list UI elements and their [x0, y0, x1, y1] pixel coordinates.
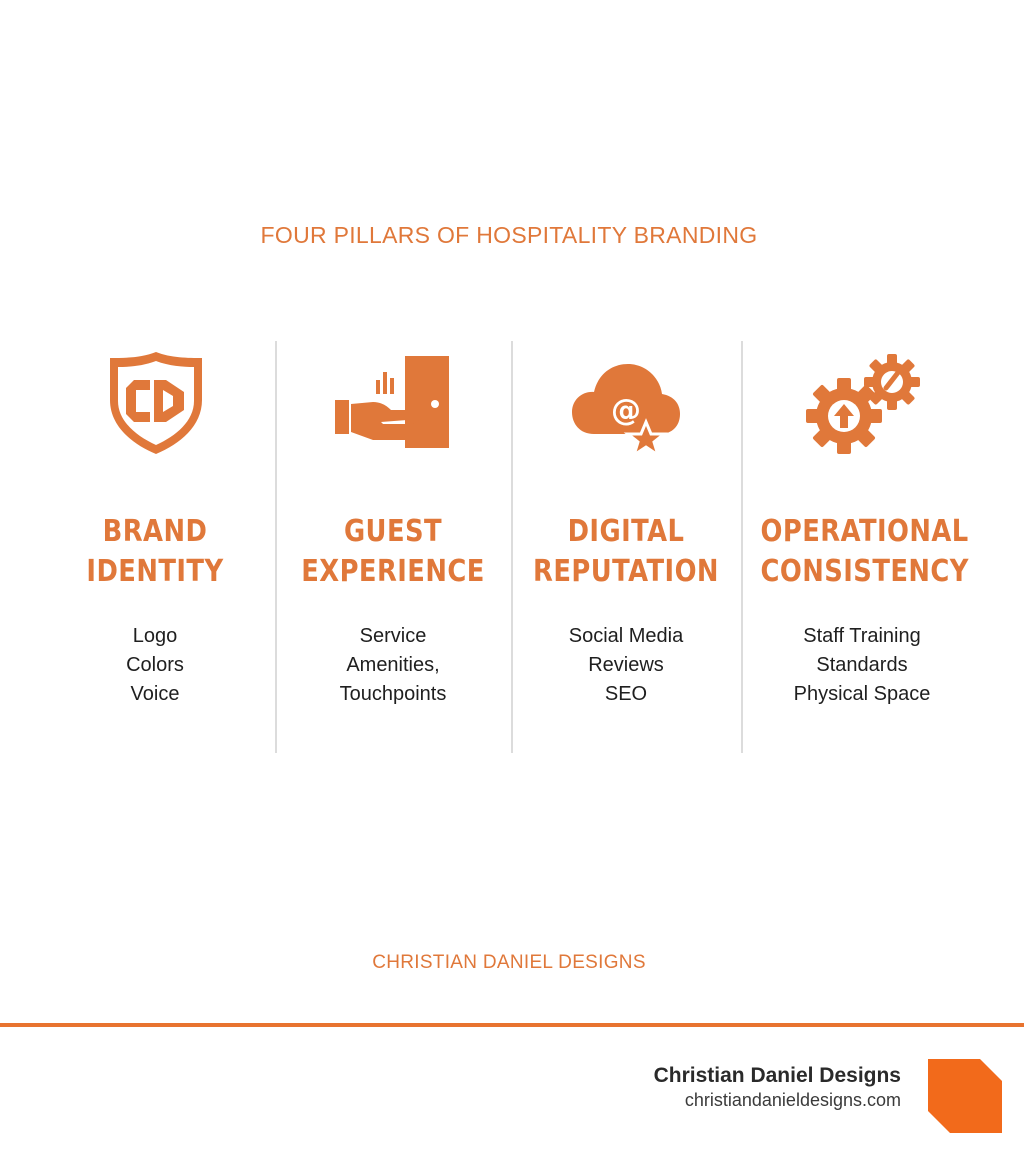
pillar-item: Physical Space [793, 683, 931, 705]
pillar-heading: GUEST [343, 514, 443, 549]
footer-brand: CHRISTIAN DANIEL DESIGNS [372, 952, 646, 973]
svg-text:@: @ [611, 393, 641, 428]
signature-name: Christian Daniel Designs [653, 1064, 901, 1087]
pillar-item: Social Media [568, 625, 684, 647]
pillar-item: Logo [132, 625, 178, 647]
pillar-heading: OPERATIONAL [760, 514, 969, 549]
column-divider [741, 341, 743, 753]
cloud-at-star-icon [570, 348, 682, 458]
pillar-heading: EXPERIENCE [301, 554, 485, 589]
gears-icon [802, 348, 922, 458]
pillar-item: Service [359, 625, 427, 647]
footer-rule [0, 1023, 1024, 1027]
pillar-item: SEO [604, 683, 648, 705]
shield-monogram-icon [106, 348, 206, 458]
signature-url[interactable]: christiandanieldesigns.com [684, 1090, 901, 1110]
pillar-item: Reviews [588, 654, 664, 676]
column-divider [511, 341, 513, 753]
pillar-heading: BRAND [102, 514, 208, 549]
pillar-item: Voice [130, 683, 180, 705]
pillar-item: Touchpoints [339, 683, 447, 705]
pillar-heading: CONSISTENCY [760, 554, 969, 589]
pillar-heading: IDENTITY [86, 554, 224, 589]
pillar-item: Colors [126, 654, 184, 676]
pillar-heading: DIGITAL [567, 514, 685, 549]
hand-door-service-icon [333, 348, 453, 448]
pillar-heading: REPUTATION [533, 554, 719, 589]
column-divider [275, 341, 277, 753]
pillar-item: Standards [816, 654, 908, 676]
pillar-item: Staff Training [803, 625, 921, 647]
pillar-item: Amenities, [346, 654, 440, 676]
brand-logo [928, 1059, 1002, 1133]
diagram-title: FOUR PILLARS OF HOSPITALITY BRANDING [260, 222, 758, 248]
